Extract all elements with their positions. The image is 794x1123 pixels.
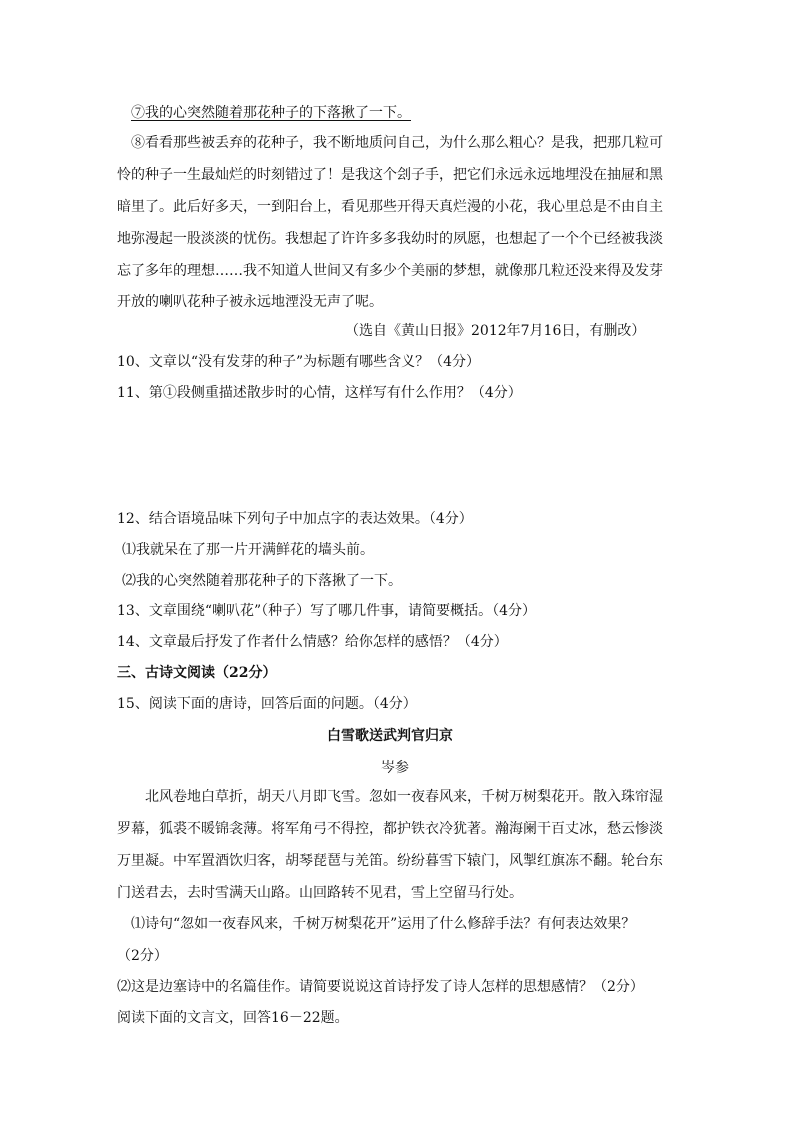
source-note: （选自《黄山日报》2012年7月16日，有删改）	[345, 323, 646, 339]
poem-author: 岑参	[381, 760, 409, 776]
paragraph-8-line-2: 怜的种子一生最灿烂的时刻错过了！是我这个刽子手，把它们永远永远地埋没在抽屉和黑	[117, 167, 663, 183]
paragraph-8-line-3: 暗里了。此后好多天，一到阳台上，看见那些开得天真烂漫的小花，我心里总是不由自主	[117, 199, 663, 215]
question-13: 13、文章围绕“喇叭花”（种子）写了哪几件事，请简要概括。（4分）	[117, 603, 537, 619]
paragraph-8-line-4: 地弥漫起一股淡淡的忧伤。我想起了许许多多我幼时的夙愿，也想起了一个个已经被我淡	[117, 231, 663, 247]
question-10: 10、文章以“没有发芽的种子”为标题有哪些含义？（4分）	[117, 354, 481, 370]
poem-line-1: 北风卷地白草折，胡天八月即飞雪。忽如一夜春风来，千树万树梨花开。散入珠帘湿	[145, 789, 663, 805]
question-15-sub-2: ⑵这是边塞诗中的名篇佳作。请简要说说这首诗抒发了诗人怎样的思想感情？（2分）	[117, 979, 644, 995]
question-12-item-2: ⑵我的心突然随着那花种子的下落揪了一下。	[122, 573, 402, 589]
question-15-sub-1-points: （2分）	[117, 948, 168, 964]
question-15: 15、阅读下面的唐诗，回答后面的问题。（4分）	[117, 696, 417, 712]
question-12-item-1: ⑴我就呆在了那一片开满鲜花的墙头前。	[122, 542, 374, 558]
poem-line-4: 门送君去，去时雪满天山路。山回路转不见君，雪上空留马行处。	[117, 885, 523, 901]
section-heading: 三、古诗文阅读（22分）	[117, 665, 277, 681]
question-15-sub-1: ⑴诗句“忽如一夜春风来，千树万树梨花开”运用了什么修辞手法？有何表达效果？	[131, 916, 636, 932]
poem-line-2: 罗幕，狐裘不暖锦衾薄。将军角弓不得控，都护铁衣冷犹著。瀚海阑干百丈冰，愁云惨淡	[117, 821, 663, 837]
paragraph-8-line-5: 忘了多年的理想……我不知道人世间又有多少个美丽的梦想，就像那几粒还没来得及发芽	[117, 263, 663, 279]
question-14: 14、文章最后抒发了作者什么情感？给你怎样的感悟？（4分）	[117, 634, 508, 650]
classical-intro: 阅读下面的文言文，回答16－22题。	[117, 1010, 349, 1026]
poem-line-3: 万里凝。中军置酒饮归客，胡琴琵琶与羌笛。纷纷暮雪下辕门，风掣红旗冻不翻。轮台东	[117, 853, 663, 869]
paragraph-7: ⑦我的心突然随着那花种子的下落揪了一下。	[131, 105, 411, 121]
question-12: 12、结合语境品味下列句子中加点字的表达效果。（4分）	[117, 511, 473, 527]
paragraph-8-line-6: 开放的喇叭花种子被永远地湮没无声了呢。	[117, 294, 383, 310]
paragraph-8-line-1: ⑧看看那些被丢弃的花种子，我不断地质问自己，为什么那么粗心？是我，把那几粒可	[131, 135, 663, 151]
question-11: 11、第①段侧重描述散步时的心情，这样写有什么作用？（4分）	[117, 385, 522, 401]
poem-title: 白雪歌送武判官归京	[327, 728, 453, 744]
